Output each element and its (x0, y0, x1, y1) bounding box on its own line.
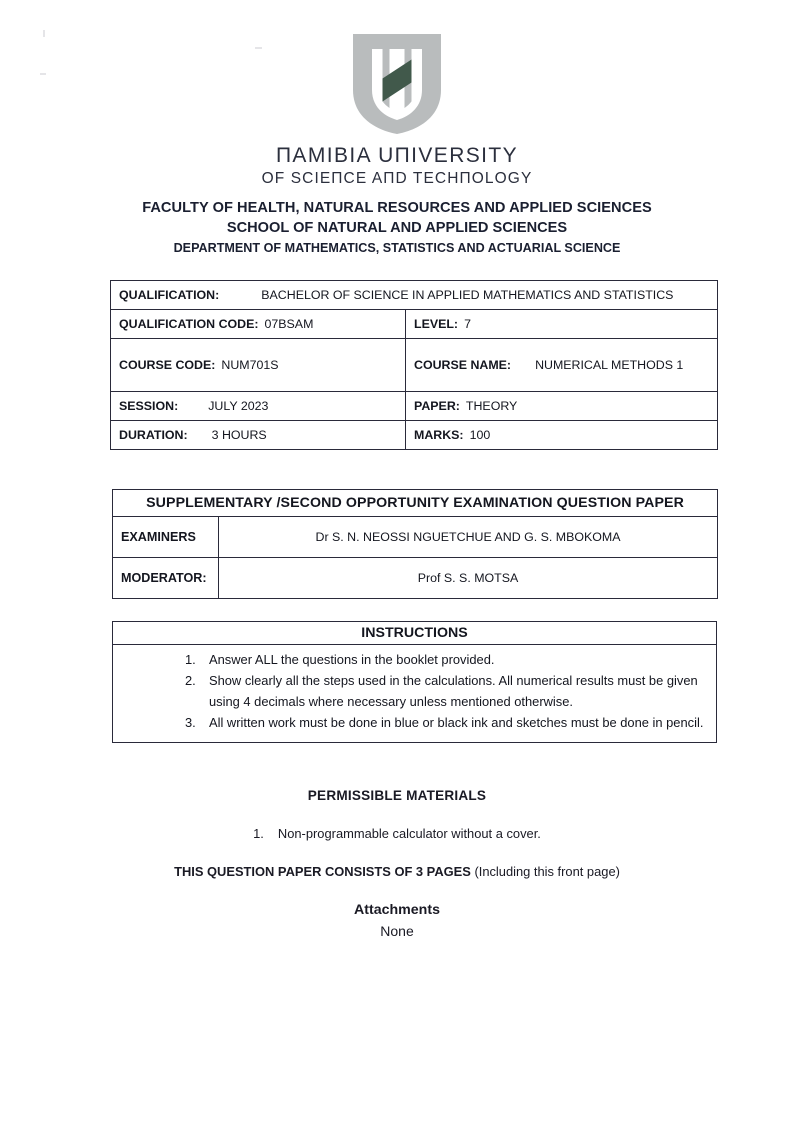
examiners-value: Dr S. N. NEOSSI NGUETCHUE AND G. S. MBOKOMA (219, 517, 718, 558)
course-name-label: COURSE NAME: (414, 358, 512, 372)
wordmark-line-1: ПAMIBIA UПIVERSITY (275, 144, 519, 167)
paper-cell (406, 392, 718, 421)
instructions-header: INSTRUCTIONS (113, 622, 717, 645)
qualification-cell (111, 281, 718, 310)
level-cell (406, 310, 718, 339)
attachments-value: None (380, 923, 414, 939)
attachments-title: Attachments (354, 902, 440, 918)
duration-label: DURATION: (119, 428, 188, 442)
examiners-label: EXAMINERS (113, 517, 219, 558)
department-heading: DEPARTMENT OF MATHEMATICS, STATISTICS AND ACTUARIAL SCIENCE (173, 240, 621, 255)
marks-value: 100 (469, 428, 491, 442)
instructions-body (113, 645, 717, 743)
course-code-value: NUM701S (221, 358, 279, 372)
session-cell (111, 392, 406, 421)
page-count-rest: (Including this front page) (470, 864, 620, 879)
university-logo (0, 30, 794, 138)
permissible-item-text: Non-programmable calculator without a cover. (277, 826, 541, 841)
course-name-cell (406, 339, 718, 392)
qualification-code-value: 07BSAM (264, 317, 314, 331)
permissible-materials-title: PERMISSIBLE MATERIALS (307, 788, 487, 803)
list-item: Answer ALL the questions in the booklet provided. (209, 652, 495, 667)
permissible-item-number: 1. (253, 826, 264, 841)
list-item: All written work must be done in blue or black ink and sketches must be done in pencil. (209, 714, 704, 730)
table-row-instructions-body (113, 645, 717, 743)
table-row-qualification (111, 281, 718, 310)
qualification-code-label: QUALIFICATION CODE: (119, 317, 259, 331)
permissible-materials-item (0, 826, 794, 841)
table-row-exam-header (113, 490, 718, 517)
faculty-headings (0, 199, 794, 258)
qualification-info-table (110, 280, 718, 450)
exam-type-header: SUPPLEMENTARY /SECOND OPPORTUNITY EXAMINATION QUESTION PAPER (113, 490, 718, 517)
marks-cell (406, 421, 718, 450)
instructions-table (112, 621, 717, 743)
table-row-session-paper (111, 392, 718, 421)
table-row-moderator (113, 558, 718, 599)
qualification-label: QUALIFICATION: (119, 288, 220, 302)
course-code-cell (111, 339, 406, 392)
course-name-value: NUMERICAL METHODS 1 (535, 358, 684, 372)
table-row-course (111, 339, 718, 392)
paper-label: PAPER: (414, 399, 460, 413)
instructions-list (123, 650, 706, 734)
table-row-examiners (113, 517, 718, 558)
list-item: Show clearly all the steps used in the calculations. All numerical results must be given using 4 decimals where necessary unless mentioned otherwise. (209, 672, 698, 709)
qualification-code-cell (111, 310, 406, 339)
duration-cell (111, 421, 406, 450)
moderator-label: MODERATOR: (113, 558, 219, 599)
page-count-note (0, 864, 794, 879)
session-label: SESSION: (119, 399, 179, 413)
course-code-label: COURSE CODE: (119, 358, 216, 372)
level-label: LEVEL: (414, 317, 459, 331)
page-count-bold: THIS QUESTION PAPER CONSISTS OF 3 PAGES (174, 864, 471, 879)
wordmark-line-2: OF SCIEПCE AПD TECHПOLOGY (261, 169, 533, 187)
marks-label: MARKS: (414, 428, 464, 442)
session-value: JULY 2023 (208, 399, 269, 413)
table-row-code-level (111, 310, 718, 339)
qualification-value: BACHELOR OF SCIENCE IN APPLIED MATHEMATICS AND STATISTICS (261, 288, 674, 302)
table-row-duration-marks (111, 421, 718, 450)
nust-shield-icon (349, 30, 445, 138)
duration-value: 3 HOURS (211, 428, 267, 442)
examiners-table (112, 489, 718, 599)
faculty-heading: FACULTY OF HEALTH, NATURAL RESOURCES AND APPLIED SCIENCES (142, 200, 652, 216)
paper-value: THEORY (465, 399, 518, 413)
school-heading: SCHOOL OF NATURAL AND APPLIED SCIENCES (226, 219, 568, 236)
level-value: 7 (464, 317, 471, 331)
university-wordmark (0, 144, 794, 187)
table-row-instructions-header (113, 622, 717, 645)
moderator-value: Prof S. S. MOTSA (219, 558, 718, 599)
